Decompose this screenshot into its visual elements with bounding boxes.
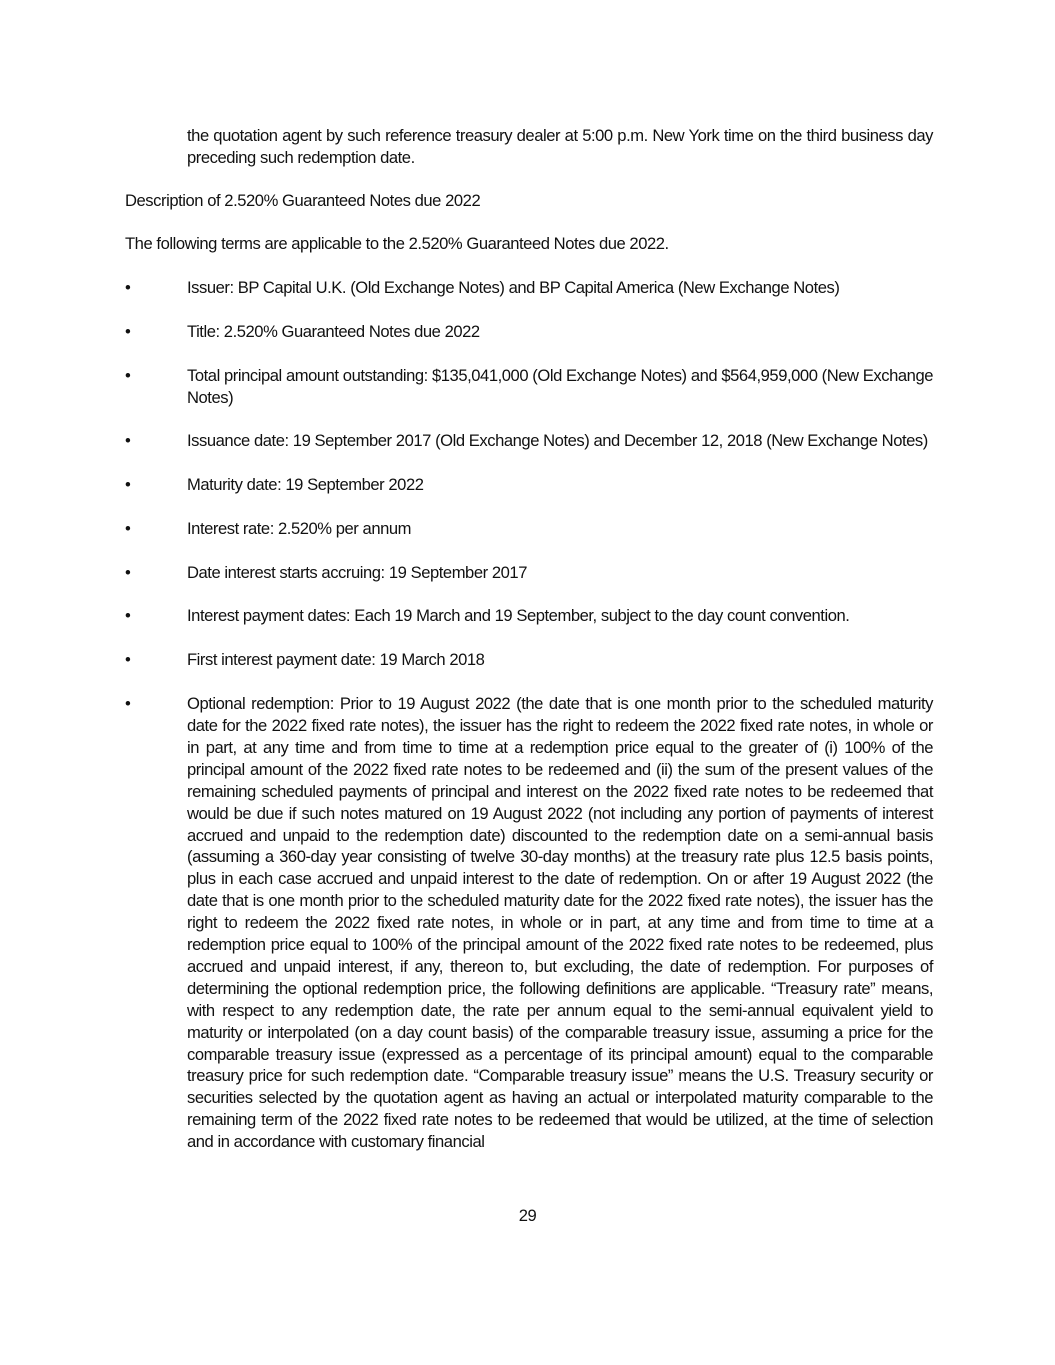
bullet-icon: • <box>125 321 131 341</box>
term-text: Date interest starts accruing: 19 September 2017 <box>187 562 527 582</box>
bullet-icon: • <box>125 694 131 714</box>
bullet-icon: • <box>125 518 131 538</box>
term-text: Interest rate: 2.520% per annum <box>187 518 412 538</box>
bullet-icon: • <box>125 606 131 626</box>
page-number: 29 <box>518 1206 537 1225</box>
term-text: Issuer: BP Capital U.K. (Old Exchange Notes) and BP Capital America (New Exchange Notes) <box>187 278 840 297</box>
term-text: Interest payment dates: Each 19 March and 19 September, subject to the day count convention. <box>187 606 850 626</box>
term-maturity-date <box>125 474 933 496</box>
term-interest-rate <box>125 518 933 540</box>
term-principal-amount <box>125 365 933 409</box>
term-title <box>125 321 933 343</box>
term-issuance-date <box>125 430 933 452</box>
bullet-icon: • <box>125 475 131 495</box>
term-text: Optional redemption: Prior to 19 August 2022 (the date that is one month prior to the scheduled maturity date for the 2022 fixed rate notes), the issuer has the right to redeem the 2022 fixed rate notes, in whole or in part, at any time and from time to time at a redemption price equal to the greater of (i) 100% of the principal amount of the 2022 fixed rate notes to be redeemed and (ii) the sum of the present values of the remaining scheduled payments of principal and interest on the 2022 fixed rate notes to be redeemed that would be due if such notes matured on 19 August 2022 (not including any portion of payments of interest accrued and unpaid to the redemption date) discounted to the redemption date on a semi-annual basis (assuming a 360-day year consisting of twelve 30-day months) at the treasury rate plus 12.5 basis points, plus in each case accrued and unpaid interest to the date of redemption. On or after 19 August 2022 (the date that is one month prior to the scheduled maturity date for the 2022 fixed rate notes), the issuer has the right to redeem the 2022 fixed rate notes, in whole or in part, at any time and from time to time at a redemption price equal to 100% of the principal amount of the 2022 fixed rate notes to be redeemed, plus accrued and unpaid interest, if any, thereon to, but excluding, the date of redemption. For purposes of determining the optional redemption price, the following definitions are applicable. “Treasury rate” means, with respect to any redemption date, the rate per annum equal to the semi-annual equivalent yield to maturity or interpolated (on a day count basis) of the comparable treasury issue, assuming a price for the comparable treasury issue (expressed as a percentage of its principal amount) equal to the comparable treasury price for such redemption date. “Comparable treasury issue” means the U.S. Treasury security or securities selected by the quotation agent as having an actual or interpolated maturity comparable to the remaining term of the 2022 fixed rate notes to be redeemed that would be utilized, at the time of selection and in accordance with customary financial <box>187 694 933 1152</box>
bullet-icon: • <box>125 365 131 385</box>
term-text: Total principal amount outstanding: $135,041,000 (Old Exchange Notes) and $564,959,000 (New Exchange Notes) <box>187 365 933 407</box>
section-heading: Description of 2.520% Guaranteed Notes due 2022 <box>125 191 481 210</box>
bullet-icon: • <box>125 650 131 670</box>
term-text: Issuance date: 19 September 2017 (Old Exchange Notes) and December 12, 2018 (New Exchange Notes) <box>187 431 928 451</box>
term-optional-redemption <box>125 693 933 1153</box>
term-text: First interest payment date: 19 March 2018 <box>187 650 485 670</box>
term-text: Maturity date: 19 September 2022 <box>187 475 424 495</box>
bullet-icon: • <box>125 278 131 297</box>
bullet-icon: • <box>125 562 131 582</box>
terms-list <box>125 277 933 1175</box>
term-issuer <box>125 277 933 299</box>
bullet-icon: • <box>125 431 131 451</box>
intro-paragraph: The following terms are applicable to the 2.520% Guaranteed Notes due 2022. <box>125 234 669 253</box>
term-text: Title: 2.520% Guaranteed Notes due 2022 <box>187 321 480 341</box>
term-accrual-start <box>125 562 933 584</box>
continuation-paragraph: the quotation agent by such reference treasury dealer at 5:00 p.m. New York time on the third business day preceding such redemption date. <box>187 126 933 167</box>
term-first-payment <box>125 649 933 671</box>
term-payment-dates <box>125 605 933 627</box>
